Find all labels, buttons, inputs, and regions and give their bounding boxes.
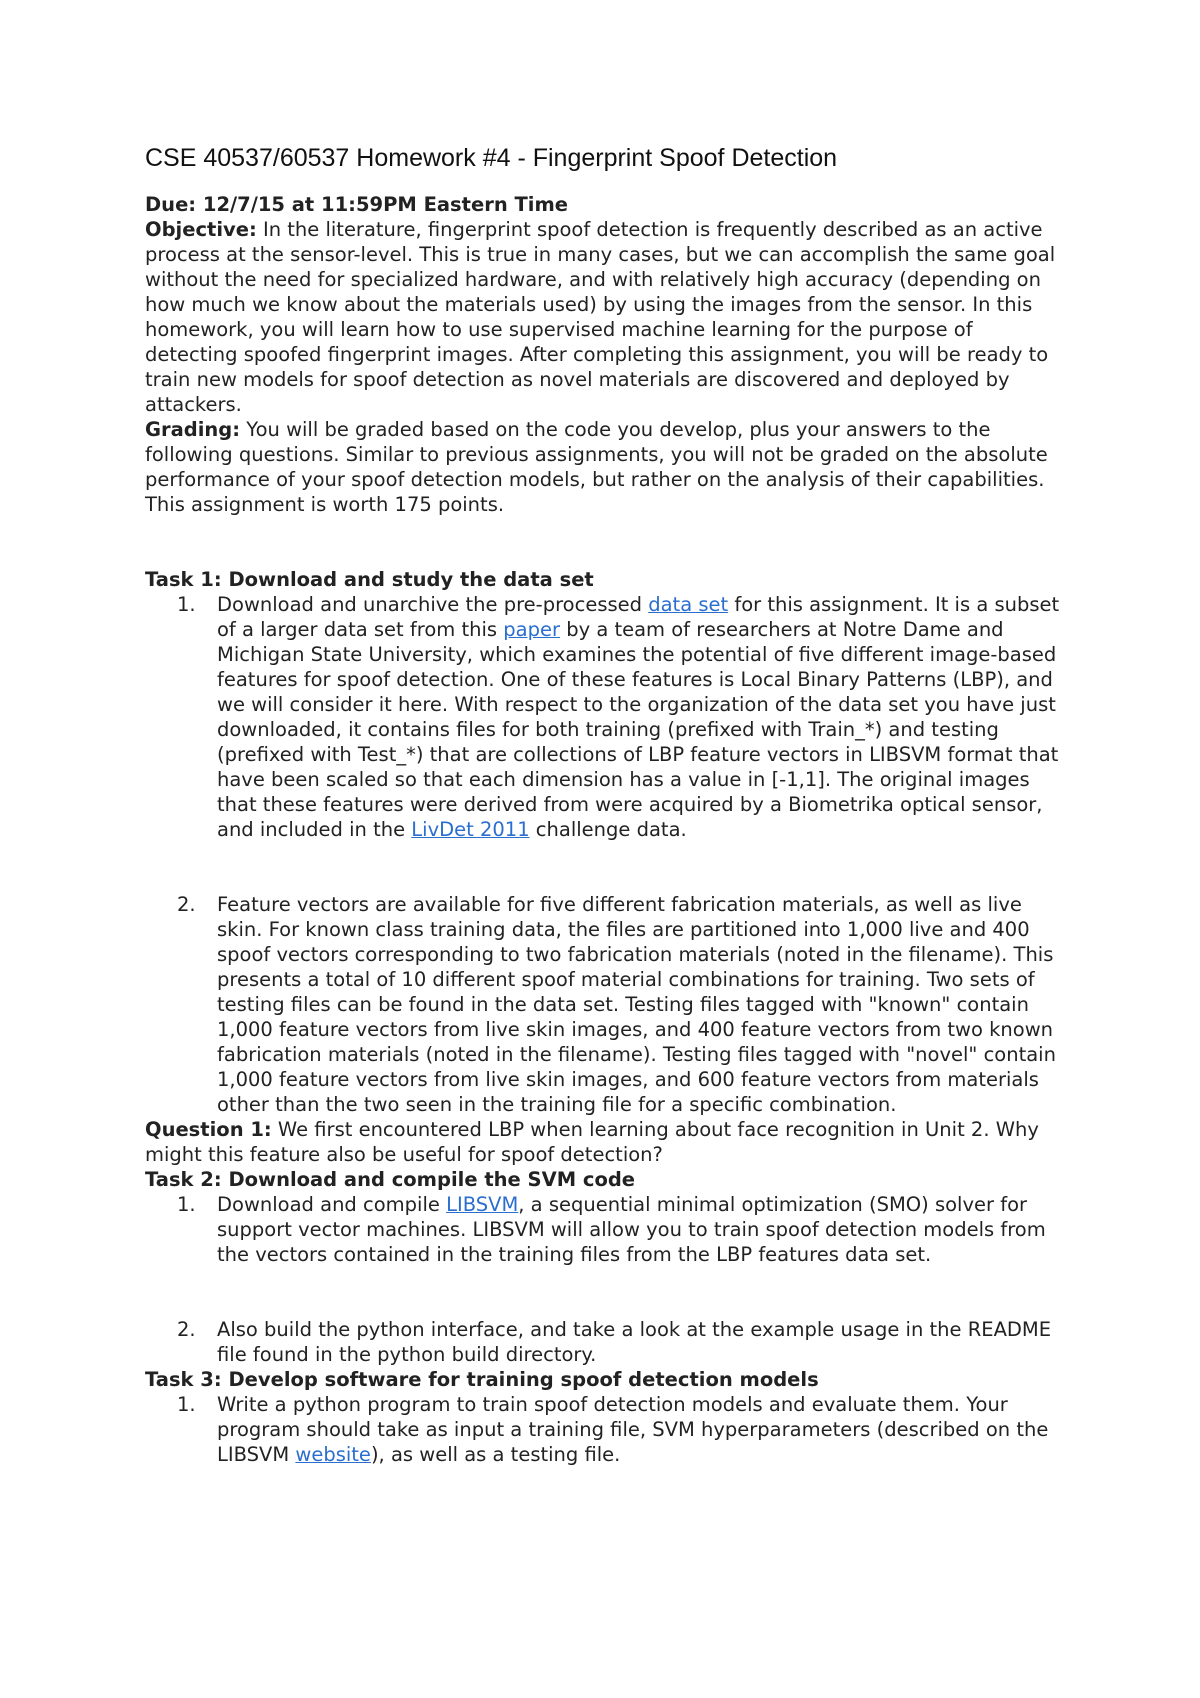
task1-item1-text: Download and unarchive the pre-processed: [217, 593, 649, 616]
task1-item-2: [145, 892, 1070, 1117]
task2-item2-text: Also build the python interface, and take a look at the example usage in the README file found in the python build directory.: [217, 1318, 1052, 1366]
question1-paragraph: [145, 1117, 1070, 1167]
task2-item-1: [145, 1192, 1070, 1267]
task1-item2-text: Feature vectors are available for five different fabrication materials, as well as live skin. For known class training data, the files are partitioned into 1,000 live and 400 spoof vectors corresponding to two fabrication materials (noted in the filename). This presents a total of 10 different spoof material combinations for training. Two sets of testing files can be found in the data set. Testing files tagged with "known" contain 1,000 feature vectors from live skin images, and 400 feature vectors from two known fabrication materials (noted in the filename). Testing files tagged with "novel" contain 1,000 feature vectors from live skin images, and 600 feature vectors from materials other than the two seen in the training file for a specific combination.: [217, 893, 1056, 1116]
task1-item1-text: for this assignment. It is a subset of a larger data set from this: [217, 593, 1060, 641]
libsvm-link[interactable]: LIBSVM: [446, 1193, 519, 1216]
list-number: 1.: [177, 593, 196, 616]
objective-paragraph: [145, 217, 1070, 417]
task1-list: [145, 592, 1070, 842]
livdet-2011-link[interactable]: LivDet 2011: [411, 818, 530, 841]
list-spacer: [145, 842, 1070, 892]
task2-heading: Task 2: Download and compile the SVM code: [145, 1168, 636, 1191]
task3-heading: Task 3: Develop software for training spoof detection models: [145, 1368, 819, 1391]
task1-item1-text: challenge data.: [529, 818, 687, 841]
task3-list: [145, 1392, 1070, 1467]
list-spacer: [145, 1267, 1070, 1317]
task1-heading: Task 1: Download and study the data set: [145, 568, 594, 591]
task3-item-1: [145, 1392, 1070, 1467]
task2-item-2: [145, 1317, 1070, 1367]
objective-text: In the literature, fingerprint spoof detection is frequently described as an active process at the sensor-level. This is true in many cases, but we can accomplish the same goal without the need for specialized hardware, and with relatively high accuracy (depending on how much we know about the materials used) by using the images from the sensor. In this homework, you will learn how to use supervised machine learning for the purpose of detecting spoofed fingerprint images. After completing this assignment, you will be ready to train new models for spoof detection as novel materials are discovered and deployed by attackers.: [145, 218, 1056, 416]
grading-label: Grading:: [145, 418, 241, 441]
list-number: 1.: [177, 1393, 196, 1416]
list-number: 2.: [177, 893, 196, 916]
task1-item-1: [145, 592, 1070, 842]
task1-item1-text: by a team of researchers at Notre Dame and Michigan State University, which examines the potential of five different image-based features for spoof detection. One of these features is Local Binary Patterns (LBP), and we will consider it here. With respect to the organization of the data set you have just downloaded, it contains files for both training (prefixed with Train_*) and testing (prefixed with Test_*) that are collections of LBP feature vectors in LIBSVM format that have been scaled so that each dimension has a value in [-1,1]. The original images that these features were derived from were acquired by a Biometrika optical sensor, and included in the: [217, 618, 1059, 841]
task3-item1-text: Write a python program to train spoof detection models and evaluate them. Your program should take as input a training file, SVM hyperparameters (described on the LIBSVM: [217, 1393, 1049, 1466]
website-link[interactable]: website: [295, 1443, 371, 1466]
document-title: CSE 40537/60537 Homework #4 - Fingerprint Spoof Detection: [145, 144, 838, 172]
task2-list: [145, 1192, 1070, 1267]
grading-paragraph: [145, 417, 1070, 517]
due-date: Due: 12/7/15 at 11:59PM Eastern Time: [145, 193, 569, 216]
task2-item1-text: Download and compile: [217, 1193, 447, 1216]
question1-label: Question 1:: [145, 1118, 272, 1141]
list-number: 2.: [177, 1318, 196, 1341]
task1-list-continued: [145, 892, 1070, 1117]
document-page: [145, 140, 1070, 1467]
paper-link[interactable]: paper: [503, 618, 560, 641]
list-number: 1.: [177, 1193, 196, 1216]
question1-text: We first encountered LBP when learning about face recognition in Unit 2. Why might this feature also be useful for spoof detection?: [145, 1118, 1039, 1166]
section-spacer: [145, 517, 1070, 567]
task3-item1-text: ), as well as a testing file.: [370, 1443, 621, 1466]
task2-list-continued: [145, 1317, 1070, 1367]
grading-text: You will be graded based on the code you develop, plus your answers to the following questions. Similar to previous assignments, you will not be graded on the absolute performance of your spoof detection models, but rather on the analysis of their capabilities. This assignment is worth 175 points.: [145, 418, 1048, 516]
task2-item1-text: , a sequential minimal optimization (SMO) solver for support vector machines. LIBSVM will allow you to train spoof detection models from the vectors contained in the training files from the LBP features data set.: [217, 1193, 1046, 1266]
data-set-link[interactable]: data set: [648, 593, 729, 616]
objective-label: Objective:: [145, 218, 257, 241]
